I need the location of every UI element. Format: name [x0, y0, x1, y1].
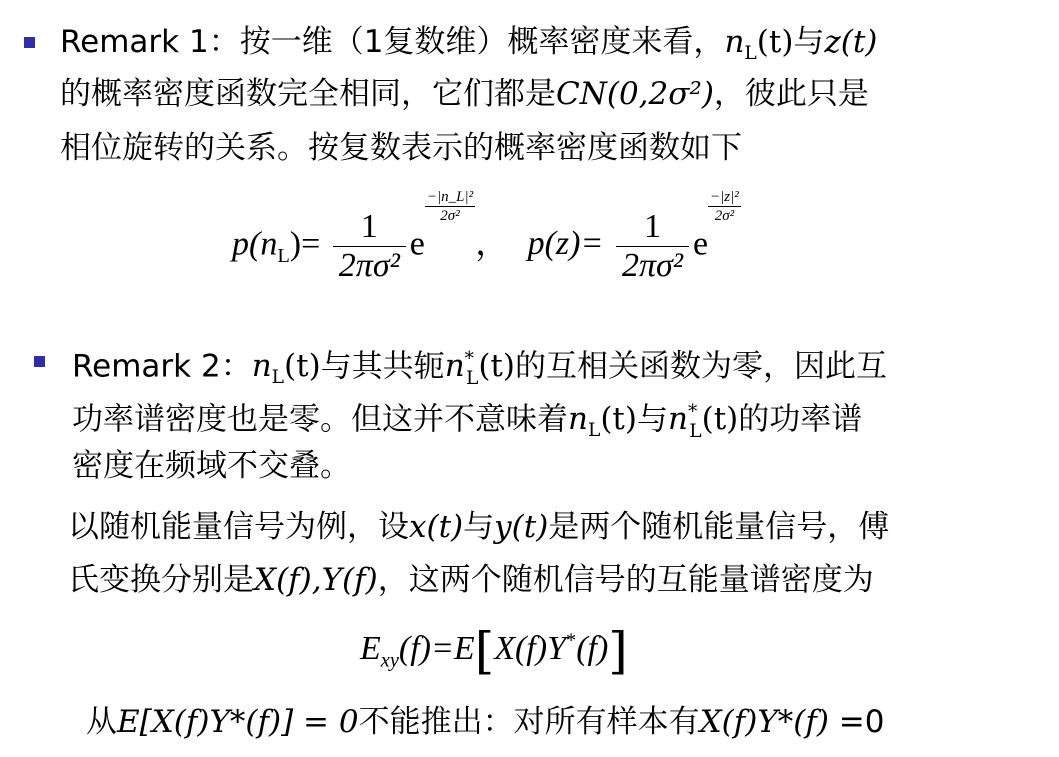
last-line: [86, 702, 885, 742]
pdf-nl-sub: L: [277, 245, 290, 268]
z-symbol: z(t): [824, 24, 878, 60]
remark-1-line-1: [60, 22, 877, 74]
para-text-5: ，这两个随机信号的互能量谱密度为: [377, 562, 874, 598]
remark-2-text-3: 功率谱密度也是零。但这并不意味着: [72, 401, 568, 438]
remark-1-text-2: 的概率密度函数完全相同，它们都是: [60, 76, 556, 112]
nl-conj-symbol: $n^*_L(t)$: [444, 348, 515, 389]
exponent-2-den: 2σ²: [714, 208, 735, 224]
remark-1-label: Remark 1: [60, 24, 209, 60]
exponent-1-den: 2σ²: [440, 208, 460, 224]
remark-1-text: ：按一维（1复数维）概率密度来看，: [208, 24, 725, 60]
bullet-remark-1: [24, 37, 35, 48]
exp-e-2: e: [692, 225, 709, 263]
fraction-2-num: 1: [643, 208, 661, 245]
remark-2-text-6: 密度在频域不交叠。: [72, 448, 351, 484]
exponent-1: [425, 188, 475, 225]
fraction-2-den: 2πσ²: [616, 246, 689, 285]
inner-sup: *: [566, 629, 577, 652]
nl-symbol: $n_L(t)$: [724, 24, 794, 65]
para-text-3: 是两个随机能量信号，傅: [548, 509, 890, 545]
exponent-1-num: −|n_L|²: [426, 189, 474, 205]
last-text-1: 从: [86, 704, 117, 740]
formula-separator: ，: [475, 225, 510, 263]
exy-arg: (f)=E: [398, 629, 475, 667]
x-symbol: x(t): [409, 509, 464, 545]
remark-1-line-3: [60, 128, 742, 168]
remark-2-text-2: 的互相关函数为零，因此互: [514, 348, 887, 385]
last-text-2: 不能推出：对所有样本有: [358, 704, 700, 740]
inner-arg: (f): [576, 629, 609, 667]
remark-2-line-1: [72, 340, 887, 399]
remark-2-text-4: 与: [636, 401, 668, 438]
para-line-2: [68, 560, 874, 600]
remark-1-text-3: ，彼此只是: [713, 76, 869, 112]
exy-symbol: E: [360, 629, 381, 667]
para-text-4: 氏变换分别是: [68, 562, 254, 598]
exponent-2-num: −|z|²: [710, 189, 739, 205]
fraction-2: [616, 208, 689, 285]
cn-distribution: CN(0,2σ²): [556, 76, 714, 112]
exp-e-1: e: [409, 225, 425, 263]
para-text-1: 以随机能量信号为例，设: [68, 509, 409, 545]
connector-text: 与: [793, 24, 825, 60]
para-text-2: 与: [463, 509, 495, 545]
fraction-1-num: 1: [360, 208, 378, 245]
right-bracket: ]: [608, 622, 628, 680]
xy-transforms: X(f),Y(f): [254, 562, 378, 598]
exy-sub: xy: [380, 649, 399, 672]
y-symbol: y(t): [494, 509, 549, 545]
nl-symbol-2: $n_L(t)$: [251, 348, 321, 389]
pdf-nl-close: )=: [289, 225, 321, 263]
nl-conj-symbol-2: $n^*_L(t)$: [667, 401, 739, 442]
para-line-1: [68, 507, 889, 547]
remark-2-line-3: [72, 446, 351, 486]
remark-2-line-2: [72, 393, 862, 452]
bullet-remark-2: [34, 356, 45, 367]
fraction-1: [333, 208, 406, 285]
nl-symbol-3: $n_L(t)$: [568, 401, 637, 442]
remark-2-label: Remark 2: [72, 348, 221, 385]
left-bracket: [: [474, 622, 495, 680]
remark-1-line-2: [60, 74, 869, 114]
pdf-z-lhs: p(z)=: [527, 225, 604, 263]
fraction-1-den: 2πσ²: [333, 246, 406, 285]
sample-product: X(f)Y*(f): [699, 704, 829, 740]
remark-2-text-5: 的功率谱: [738, 401, 863, 438]
pdf-formula: [232, 189, 741, 285]
inner-product: X(f)Y: [494, 629, 566, 667]
last-text-3: =0: [828, 704, 885, 740]
remark-2-text-1: 与其共轭: [320, 348, 445, 385]
exponent-2: [708, 188, 741, 225]
remark-1-text-4: 相位旋转的关系。按复数表示的概率密度函数如下: [60, 130, 742, 166]
cross-energy-formula: [360, 622, 628, 680]
remark-2-colon: ：: [220, 348, 252, 385]
pdf-nl-lhs: p(n: [232, 225, 278, 263]
expectation-expr: E[X(f)Y*(f)] = 0: [117, 704, 359, 740]
